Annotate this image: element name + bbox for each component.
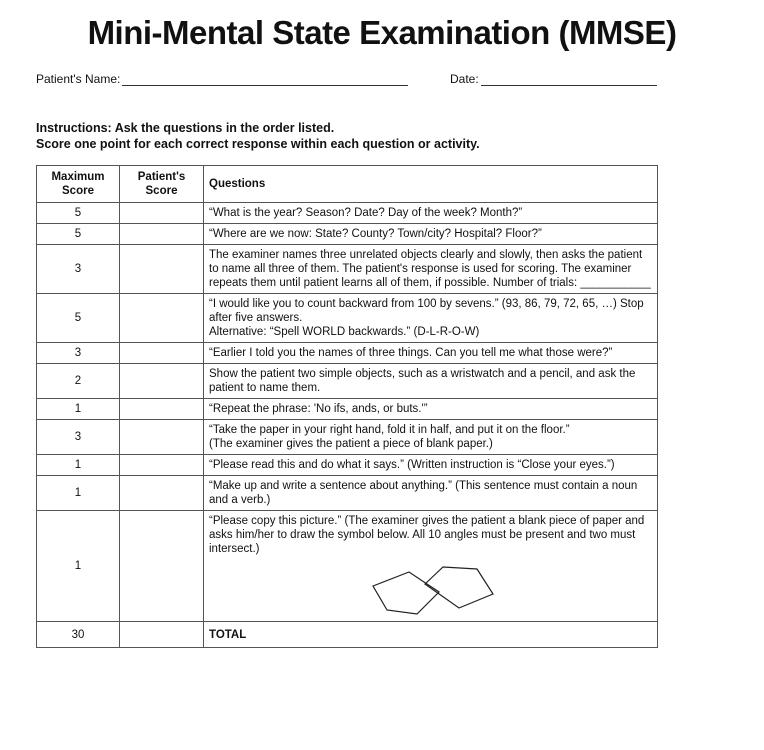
max-score-cell: 3 (37, 420, 120, 455)
question-text-line: (The examiner gives the patient a piece of blank paper.) (209, 438, 493, 450)
question-cell (204, 224, 658, 245)
patient-score-cell[interactable] (120, 399, 204, 420)
pentagon-left (373, 572, 439, 614)
patient-score-cell[interactable] (120, 294, 204, 343)
question-text-line: “Repeat the phrase: 'No ifs, ands, or buts.'” (209, 403, 428, 415)
question-text-line: patient to name them. (209, 382, 321, 394)
instructions-line-1: Instructions: Ask the questions in the order listed. (36, 121, 335, 135)
question-text-line: “Make up and write a sentence about anything.” (This sentence must contain a noun (209, 480, 638, 492)
header-maximum-line2: Score (62, 185, 94, 197)
max-score-cell: 1 (37, 455, 120, 476)
question-text-line: “Please read this and do what it says.” (Written instruction is “Close your eyes.”) (209, 459, 615, 471)
patient-score-cell[interactable] (120, 245, 204, 294)
patient-name-line[interactable] (122, 74, 408, 86)
total-max-score: 30 (37, 622, 120, 648)
table-row (37, 511, 658, 622)
question-cell (204, 420, 658, 455)
mmse-table (36, 165, 658, 648)
date-label: Date: (450, 72, 479, 86)
date-line[interactable] (481, 74, 657, 86)
header-maximum-line1: Maximum (51, 171, 105, 183)
instructions-line-2: Score one point for each correct response within each question or activity. (36, 137, 480, 151)
question-text-line: “Please copy this picture.” (The examiner gives the patient a blank piece of paper and (209, 515, 645, 527)
patient-score-cell[interactable] (120, 343, 204, 364)
question-cell (204, 476, 658, 511)
table-row (37, 245, 658, 294)
intersecting-pentagons-figure (369, 564, 501, 618)
max-score-cell: 1 (37, 399, 120, 420)
max-score-cell: 3 (37, 245, 120, 294)
max-score-cell: 5 (37, 294, 120, 343)
question-cell (204, 364, 658, 399)
max-score-cell: 5 (37, 224, 120, 245)
patient-name-field (36, 72, 408, 86)
total-patient-score-cell[interactable] (120, 622, 204, 648)
header-patient-line1: Patient's (137, 171, 186, 183)
question-cell (204, 294, 658, 343)
question-cell (204, 511, 658, 622)
header-patient-score (120, 166, 204, 203)
patient-score-cell[interactable] (120, 224, 204, 245)
question-text-line: Alternative: “Spell WORLD backwards.” (D-L-R-O-W) (209, 326, 480, 338)
instructions (36, 120, 480, 152)
max-score-cell: 5 (37, 203, 120, 224)
table-row (37, 476, 658, 511)
pentagon-right (425, 567, 493, 608)
patient-score-cell[interactable] (120, 203, 204, 224)
question-cell (204, 245, 658, 294)
total-row (37, 622, 658, 648)
patient-score-cell[interactable] (120, 420, 204, 455)
question-text-line: The examiner names three unrelated objects clearly and slowly, then asks the patient (209, 249, 643, 261)
patient-score-cell[interactable] (120, 364, 204, 399)
patient-name-label: Patient's Name: (36, 72, 121, 86)
question-text-line: asks him/her to draw the symbol below. All 10 angles must be present and two must (209, 529, 636, 541)
table-row (37, 399, 658, 420)
question-text-line: after five answers. (209, 312, 303, 324)
table-row (37, 343, 658, 364)
table-row (37, 364, 658, 399)
patient-score-cell[interactable] (120, 511, 204, 622)
question-text-line: “Where are we now: State? County? Town/city? Hospital? Floor?” (209, 228, 542, 240)
table-row (37, 203, 658, 224)
question-text-line: “Take the paper in your right hand, fold it in half, and put it on the floor.” (209, 424, 570, 436)
max-score-cell: 2 (37, 364, 120, 399)
question-text-line: to name all three of them. The patient's response is used for scoring. The examiner (209, 263, 632, 275)
question-text-line: “I would like you to count backward from 100 by sevens.” (93, 86, 79, 72, 65, …) Stop (209, 298, 644, 310)
table-header-row (37, 166, 658, 203)
header-maximum-score (37, 166, 120, 203)
header-patient-line2: Score (145, 185, 178, 197)
table-row (37, 420, 658, 455)
header-questions: Questions (204, 166, 658, 203)
total-label: TOTAL (204, 622, 658, 648)
max-score-cell: 1 (37, 511, 120, 622)
max-score-cell: 1 (37, 476, 120, 511)
patient-score-cell[interactable] (120, 476, 204, 511)
question-text-line: Show the patient two simple objects, such as a wristwatch and a pencil, and ask the (209, 368, 636, 380)
table-row (37, 224, 658, 245)
question-cell (204, 343, 658, 364)
table-row (37, 455, 658, 476)
patient-score-cell[interactable] (120, 455, 204, 476)
page-title: Mini-Mental State Examination (MMSE) (87, 14, 677, 51)
question-cell (204, 399, 658, 420)
question-cell (204, 203, 658, 224)
date-field (450, 72, 657, 86)
question-text-line: repeats them until patient learns all of them, if possible. Number of trials: ___________ (209, 277, 651, 289)
question-text-line: “What is the year? Season? Date? Day of the week? Month?” (209, 207, 523, 219)
question-text-line: “Earlier I told you the names of three things. Can you tell me what those were?” (209, 347, 613, 359)
question-cell (204, 455, 658, 476)
max-score-cell: 3 (37, 343, 120, 364)
table-row (37, 294, 658, 343)
question-text-line: intersect.) (209, 543, 260, 555)
question-text-line: and a verb.) (209, 494, 271, 506)
